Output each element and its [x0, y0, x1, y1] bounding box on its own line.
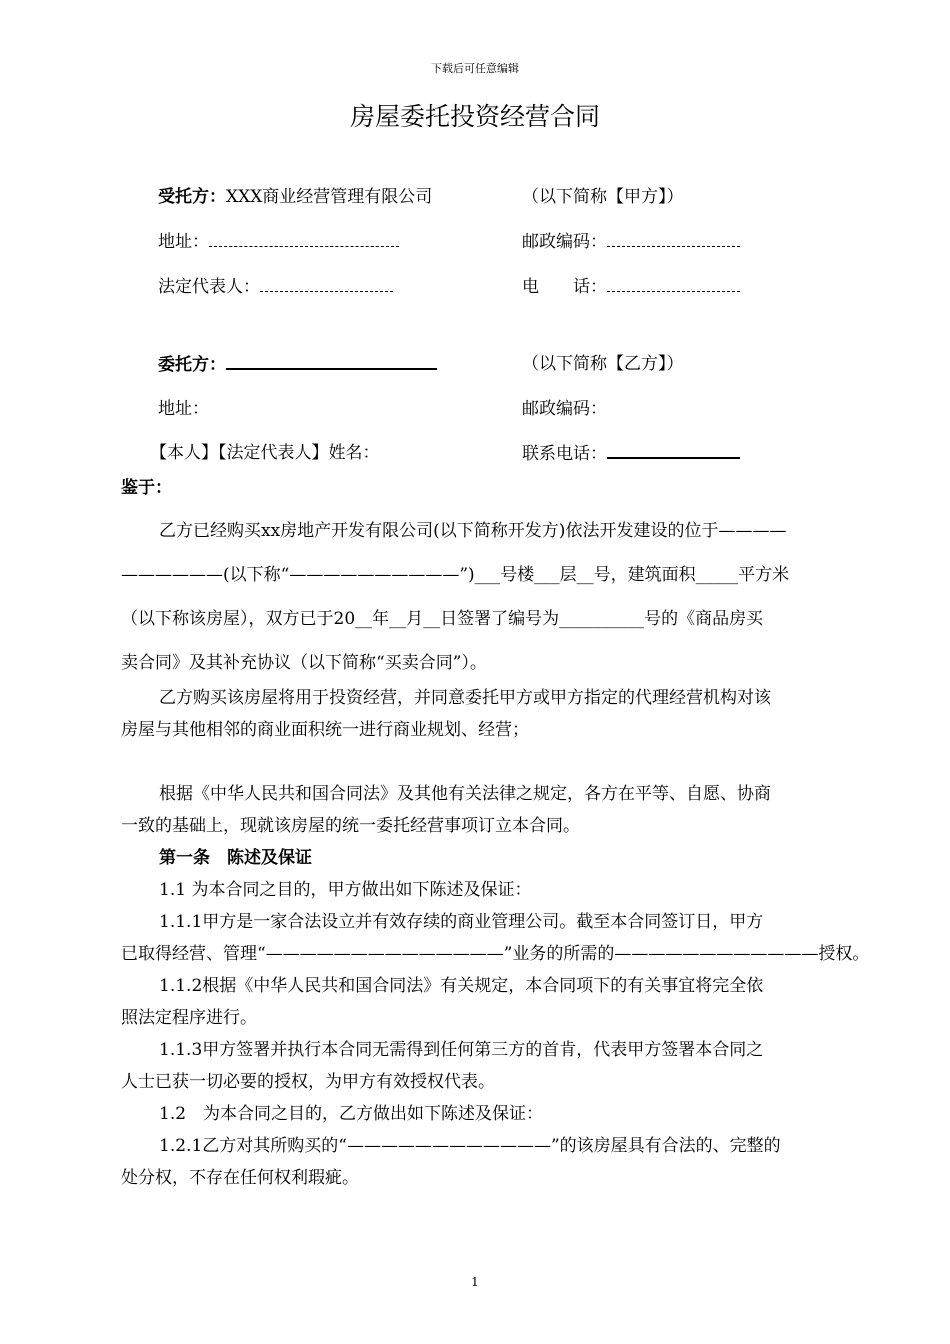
party-a-rep-blank [260, 276, 393, 292]
section-1-2: 1.2 为本合同之目的，乙方做出如下陈述及保证： [159, 1104, 544, 1124]
party-b-postcode-label: 邮政编码： [522, 399, 607, 419]
section-1-2-1-line-2: 处分权，不存在任何权利瑕疵。 [121, 1168, 359, 1188]
section-1-1-3-line-2: 人士已获一切必要的授权，为甲方有效授权代表。 [121, 1072, 495, 1092]
party-a-line [158, 186, 432, 208]
party-a-postcode-field [522, 231, 740, 253]
recital-1-line-4: 卖合同》及其补充协议（以下简称“买卖合同”）。 [121, 653, 487, 673]
recital-2-line-2: 房屋与其他相邻的商业面积统一进行商业规划、经营； [121, 720, 529, 740]
party-a-phone-field [522, 276, 740, 298]
party-b-phone-blank [607, 442, 740, 459]
section-1-1-1-line-2: 已取得经营、管理“——————————————”业务的所需的————————————授权。 [121, 944, 870, 964]
party-a-phone-blank [607, 276, 740, 292]
party-b-line [158, 353, 437, 376]
section-1-2-1-line-1: 1.2.1乙方对其所购买的“————————————”的该房屋具有合法的、完整的 [159, 1136, 781, 1156]
party-a-postcode-blank [607, 231, 740, 247]
section-1-1-3-line-1: 1.1.3甲方签署并执行本合同无需得到任何第三方的首肯，代表甲方签署本合同之 [159, 1040, 764, 1060]
party-a-name: XXX商业经营管理有限公司 [226, 187, 433, 207]
party-a-address-blank [209, 231, 399, 247]
party-a-rep-label: 法定代表人： [158, 277, 260, 297]
party-a-label: 受托方： [158, 187, 226, 207]
recital-2-line-1: 乙方购买该房屋将用于投资经营，并同意委托甲方或甲方指定的代理经营机构对该 [159, 688, 771, 708]
party-b-phone-label: 联系电话： [522, 444, 607, 464]
party-b-alias: （以下简称【乙方】） [522, 354, 684, 374]
party-a-phone-label: 电 话： [522, 277, 607, 297]
page-header: 下载后可任意编辑 [431, 62, 519, 75]
section-1-1-1-line-1: 1.1.1甲方是一家合法设立并有效存续的商业管理公司。截至本合同签订日，甲方 [159, 912, 764, 932]
recital-1-line-2: ——————(以下称“——————————”)___号楼___层__号，建筑面积_____平方米 [121, 565, 790, 585]
party-b-address-label: 地址： [158, 399, 209, 419]
whereas-heading: 鉴于： [121, 478, 172, 498]
page-number: 1 [471, 1275, 479, 1289]
party-b-name-label: 【本人】【法定代表人】姓名： [150, 443, 380, 463]
document-title: 房屋委托投资经营合同 [349, 102, 600, 131]
party-b-label: 委托方： [158, 355, 226, 375]
party-a-address-label: 地址： [158, 232, 209, 252]
recital-1-line-3: （以下称该房屋），双方已于20__年__月__日签署了编号为__________号的《商品房买 [121, 609, 764, 629]
section-1-1: 1.1 为本合同之目的，甲方做出如下陈述及保证： [159, 880, 532, 900]
recital-3-line-1: 根据《中华人民共和国合同法》及其他有关法律之规定，各方在平等、自愿、协商 [159, 784, 771, 804]
recital-3-line-2: 一致的基础上，现就该房屋的统一委托经营事项订立本合同。 [121, 816, 580, 836]
party-a-address-field [158, 231, 399, 253]
party-a-alias: （以下简称【甲方】） [522, 187, 684, 207]
party-b-phone-field [522, 442, 740, 465]
party-a-postcode-label: 邮政编码： [522, 232, 607, 252]
section-1-1-2-line-2: 照法定程序进行。 [121, 1008, 257, 1028]
recital-1-line-1: 乙方已经购买xx房地产开发有限公司(以下简称开发方)依法开发建设的位于———— [159, 521, 787, 541]
party-a-rep-field [158, 276, 393, 298]
party-b-name-blank [226, 353, 437, 370]
article-1-heading: 第一条 陈述及保证 [159, 848, 312, 868]
section-1-1-2-line-1: 1.1.2根据《中华人民共和国合同法》有关规定，本合同项下的有关事宜将完全依 [159, 976, 764, 996]
